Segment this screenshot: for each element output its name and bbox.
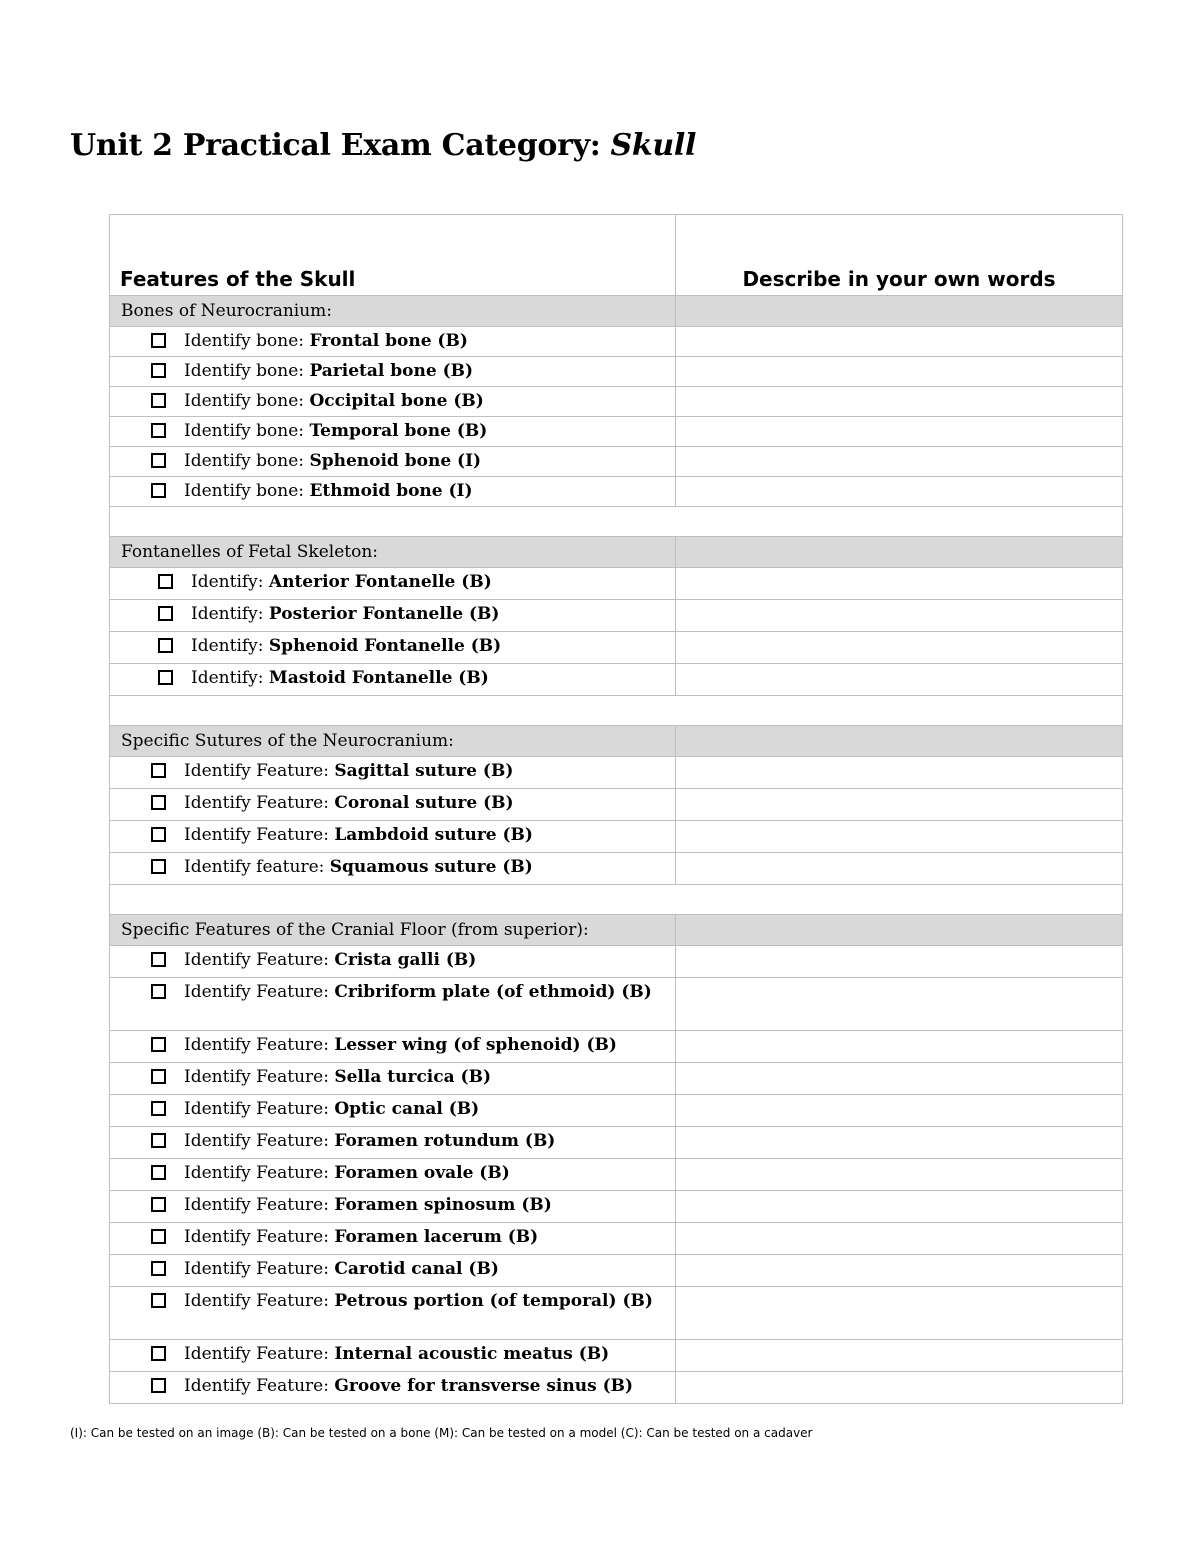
description-cell[interactable] [676, 327, 1123, 357]
description-cell[interactable] [676, 1159, 1123, 1191]
checkbox[interactable] [151, 363, 166, 378]
table-row [110, 1340, 1123, 1372]
checkbox[interactable] [151, 763, 166, 778]
table-row [110, 789, 1123, 821]
item-label: Identify Feature: [184, 982, 329, 1002]
table-row [110, 821, 1123, 853]
table-row [110, 1127, 1123, 1159]
item-label: Identify Feature: [184, 1067, 329, 1087]
section-heading-bones: Bones of Neurocranium: [121, 301, 333, 321]
legend-footnote: (I): Can be tested on an image (B): Can be tested on a bone (M): Can be tested on a model (C): Can be tested on a cadaver [70, 1426, 813, 1440]
item-term: Sella turcica (B) [334, 1067, 492, 1087]
item-label: Identify Feature: [184, 1163, 329, 1183]
description-cell[interactable] [676, 757, 1123, 789]
spacer-row [110, 885, 1123, 915]
skull-features-table [109, 214, 1123, 1404]
item-label: Identify Feature: [184, 1035, 329, 1055]
section-heading-row [110, 726, 1123, 757]
table-row [110, 1095, 1123, 1127]
item-term: Optic canal (B) [334, 1099, 480, 1119]
table-row [110, 632, 1123, 664]
item-term: Foramen spinosum (B) [334, 1195, 552, 1215]
table-row [110, 477, 1123, 507]
checkbox[interactable] [151, 1165, 166, 1180]
table-row [110, 1031, 1123, 1063]
table-row [110, 387, 1123, 417]
section-heading-cranial-floor: Specific Features of the Cranial Floor (from superior): [121, 920, 589, 940]
item-term: Posterior Fontanelle (B) [268, 604, 500, 624]
item-label: Identify feature: [184, 857, 325, 877]
features-column-header: Features of the Skull [120, 267, 356, 291]
table-row [110, 1372, 1123, 1404]
checkbox[interactable] [158, 638, 173, 653]
table-row [110, 664, 1123, 696]
description-cell[interactable] [676, 821, 1123, 853]
checkbox[interactable] [151, 1037, 166, 1052]
description-cell[interactable] [676, 1287, 1123, 1340]
description-cell[interactable] [676, 946, 1123, 978]
table-row [110, 417, 1123, 447]
item-term: Occipital bone (B) [309, 391, 484, 411]
table-row [110, 946, 1123, 978]
checkbox[interactable] [151, 393, 166, 408]
item-term: Coronal suture (B) [334, 793, 514, 813]
description-cell[interactable] [676, 417, 1123, 447]
item-term: Ethmoid bone (I) [309, 481, 473, 501]
description-cell[interactable] [676, 632, 1123, 664]
description-cell[interactable] [676, 447, 1123, 477]
describe-column-header: Describe in your own words [742, 267, 1056, 291]
table-row [110, 1223, 1123, 1255]
checkbox[interactable] [151, 1229, 166, 1244]
item-label: Identify Feature: [184, 1099, 329, 1119]
description-cell[interactable] [676, 477, 1123, 507]
checkbox[interactable] [151, 795, 166, 810]
checkbox[interactable] [158, 574, 173, 589]
item-term: Cribriform plate (of ethmoid) (B) [334, 982, 652, 1002]
table-row [110, 1255, 1123, 1287]
item-term: Petrous portion (of temporal) (B) [334, 1291, 653, 1311]
table-row [110, 447, 1123, 477]
item-label: Identify Feature: [184, 1376, 329, 1396]
item-label: Identify Feature: [184, 950, 329, 970]
item-term: Foramen ovale (B) [334, 1163, 510, 1183]
description-cell[interactable] [676, 1063, 1123, 1095]
item-term: Lesser wing (of sphenoid) (B) [334, 1035, 617, 1055]
checkbox[interactable] [151, 423, 166, 438]
table-row [110, 568, 1123, 600]
item-term: Temporal bone (B) [309, 421, 488, 441]
item-label: Identify bone: [184, 361, 305, 381]
item-label: Identify Feature: [184, 1291, 329, 1311]
item-label: Identify Feature: [184, 1344, 329, 1364]
item-term: Mastoid Fontanelle (B) [268, 668, 489, 688]
checkbox[interactable] [151, 1261, 166, 1276]
item-label: Identify bone: [184, 331, 305, 351]
description-cell[interactable] [676, 1340, 1123, 1372]
item-term: Carotid canal (B) [334, 1259, 499, 1279]
checkbox[interactable] [151, 333, 166, 348]
table-row [110, 1191, 1123, 1223]
table-row [110, 357, 1123, 387]
item-term: Crista galli (B) [334, 950, 477, 970]
description-cell[interactable] [676, 600, 1123, 632]
title-emphasis: Skull [610, 128, 697, 163]
checkbox[interactable] [151, 1293, 166, 1308]
item-term: Sphenoid Fontanelle (B) [268, 636, 502, 656]
item-label: Identify: [191, 636, 264, 656]
item-label: Identify Feature: [184, 1259, 329, 1279]
checkbox[interactable] [151, 859, 166, 874]
item-term: Foramen lacerum (B) [334, 1227, 539, 1247]
table-row [110, 1063, 1123, 1095]
table-row [110, 600, 1123, 632]
item-term: Sagittal suture (B) [334, 761, 514, 781]
checkbox[interactable] [151, 827, 166, 842]
item-term: Parietal bone (B) [309, 361, 474, 381]
table-row [110, 978, 1123, 1031]
item-term: Groove for transverse sinus (B) [334, 1376, 634, 1396]
item-term: Internal acoustic meatus (B) [334, 1344, 610, 1364]
spacer-row [110, 696, 1123, 726]
table-row [110, 757, 1123, 789]
table-row [110, 327, 1123, 357]
item-label: Identify bone: [184, 391, 305, 411]
description-cell[interactable] [676, 664, 1123, 696]
header-describe-cell [676, 215, 1123, 296]
item-label: Identify Feature: [184, 1195, 329, 1215]
description-cell[interactable] [676, 789, 1123, 821]
description-cell[interactable] [676, 568, 1123, 600]
checkbox[interactable] [151, 453, 166, 468]
description-cell[interactable] [676, 1372, 1123, 1404]
description-cell[interactable] [676, 1191, 1123, 1223]
item-term: Sphenoid bone (I) [309, 451, 482, 471]
table-header-row [110, 215, 1123, 296]
checkbox[interactable] [151, 984, 166, 999]
item-label: Identify Feature: [184, 825, 329, 845]
title-text: Unit 2 Practical Exam Category: [70, 128, 601, 163]
checkbox[interactable] [151, 1197, 166, 1212]
description-cell[interactable] [676, 1031, 1123, 1063]
item-label: Identify Feature: [184, 1227, 329, 1247]
section-heading-fontanelles: Fontanelles of Fetal Skeleton: [121, 542, 379, 562]
header-features-cell [110, 215, 676, 296]
checkbox[interactable] [151, 1133, 166, 1148]
page-title [70, 128, 696, 163]
description-cell[interactable] [676, 387, 1123, 417]
item-label: Identify Feature: [184, 761, 329, 781]
description-cell[interactable] [676, 1127, 1123, 1159]
item-label: Identify bone: [184, 421, 305, 441]
description-cell[interactable] [676, 1223, 1123, 1255]
item-label: Identify Feature: [184, 1131, 329, 1151]
checkbox[interactable] [158, 670, 173, 685]
item-term: Anterior Fontanelle (B) [268, 572, 492, 592]
item-label: Identify: [191, 604, 264, 624]
checkbox[interactable] [151, 1346, 166, 1361]
checkbox[interactable] [151, 952, 166, 967]
item-label: Identify: [191, 572, 264, 592]
description-cell[interactable] [676, 357, 1123, 387]
item-label: Identify Feature: [184, 793, 329, 813]
checkbox[interactable] [151, 1101, 166, 1116]
item-label: Identify bone: [184, 481, 305, 501]
checkbox[interactable] [151, 1069, 166, 1084]
spacer-row [110, 507, 1123, 537]
checkbox[interactable] [151, 483, 166, 498]
checkbox[interactable] [158, 606, 173, 621]
description-cell[interactable] [676, 1255, 1123, 1287]
checkbox[interactable] [151, 1378, 166, 1393]
item-term: Squamous suture (B) [329, 857, 533, 877]
item-term: Frontal bone (B) [309, 331, 468, 351]
item-term: Lambdoid suture (B) [334, 825, 533, 845]
item-label: Identify bone: [184, 451, 305, 471]
item-term: Foramen rotundum (B) [334, 1131, 556, 1151]
section-heading-sutures: Specific Sutures of the Neurocranium: [121, 731, 454, 751]
table-row [110, 853, 1123, 885]
description-cell[interactable] [676, 1095, 1123, 1127]
table-row [110, 1159, 1123, 1191]
table-row [110, 1287, 1123, 1340]
description-cell[interactable] [676, 978, 1123, 1031]
section-heading-row [110, 915, 1123, 946]
section-heading-row [110, 296, 1123, 327]
item-label: Identify: [191, 668, 264, 688]
description-cell[interactable] [676, 853, 1123, 885]
section-heading-row [110, 537, 1123, 568]
